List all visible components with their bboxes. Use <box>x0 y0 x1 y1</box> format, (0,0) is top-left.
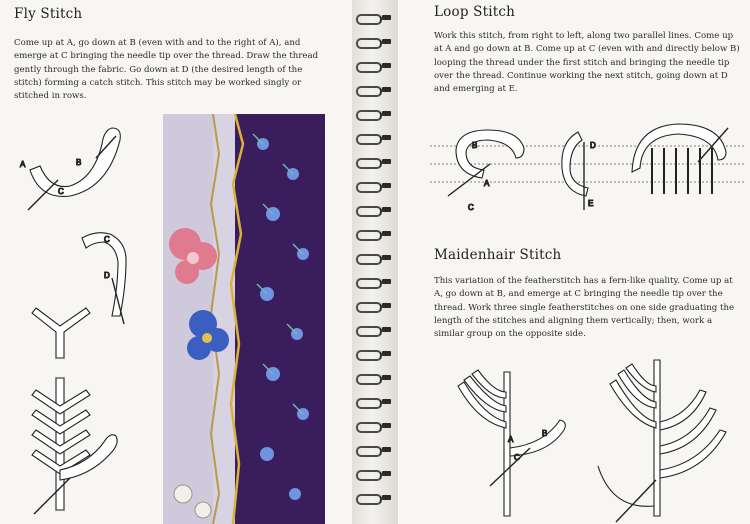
loop-stitch-step-2 <box>562 132 596 210</box>
fly-stitch-title: Fly Stitch <box>14 6 83 22</box>
loop-stitch-title: Loop Stitch <box>434 4 516 20</box>
maidenhair-step-2 <box>598 360 726 522</box>
left-page <box>0 0 352 524</box>
maidenhair-step-1 <box>458 370 565 516</box>
fly-stitch-diagrams <box>0 110 165 524</box>
maidenhair-label-c: C <box>514 453 520 462</box>
loop-label-e: E <box>588 199 594 208</box>
loop-label-a: A <box>484 179 490 188</box>
maidenhair-label-a: A <box>508 435 514 444</box>
loop-stitch-row <box>632 124 728 194</box>
maidenhair-stitch-instructions: This variation of the featherstitch has a fern-like quality. Come up at A, go down at B, and emerge at C bringing the needle tip over the thread. Work three single featherstitches on one side graduating the length of the stitches and aligning them vertically; then, work a similar group on the opposite side. <box>434 276 735 340</box>
loop-stitch-step-1 <box>448 130 524 212</box>
embroidery-photo-image <box>163 114 325 524</box>
label-a: A <box>20 160 26 169</box>
maidenhair-stitch-diagrams <box>448 356 748 524</box>
fly-stitch-instructions: Come up at A, go down at B (even with and to the right of A), and emerge at C bringing the needle tip over the thread. Draw the thread gently through the fabric. Go down at D (the desired length of the stitch) forming a catch stitch. This stitch may be worked singly or stitched in rows. <box>14 38 319 102</box>
loop-label-c: C <box>468 203 474 212</box>
embroidery-photo <box>163 114 325 524</box>
loop-label-d: D <box>590 141 596 150</box>
fly-stitch-single <box>32 308 90 358</box>
label-d: D <box>104 271 110 280</box>
fly-stitch-step-2 <box>82 233 126 324</box>
label-c2: C <box>104 235 110 244</box>
maidenhair-label-b: B <box>542 429 548 438</box>
label-c: C <box>58 187 64 196</box>
fly-stitch-row <box>32 378 117 514</box>
maidenhair-stitch-title: Maidenhair Stitch <box>434 247 562 263</box>
fly-stitch-step-1 <box>20 128 120 210</box>
loop-label-b: B <box>472 141 478 150</box>
loop-stitch-diagrams <box>428 112 746 220</box>
loop-stitch-instructions: Work this stitch, from right to left, along two parallel lines. Come up at A and go down at B. Come up at C (even with and directly below B) looping the thread under the first stitch and bringing the needle tip over the thread. Continue working the next stitch, going down at D and emerging at E. <box>434 31 740 95</box>
right-page <box>398 0 750 524</box>
label-b: B <box>76 158 82 167</box>
